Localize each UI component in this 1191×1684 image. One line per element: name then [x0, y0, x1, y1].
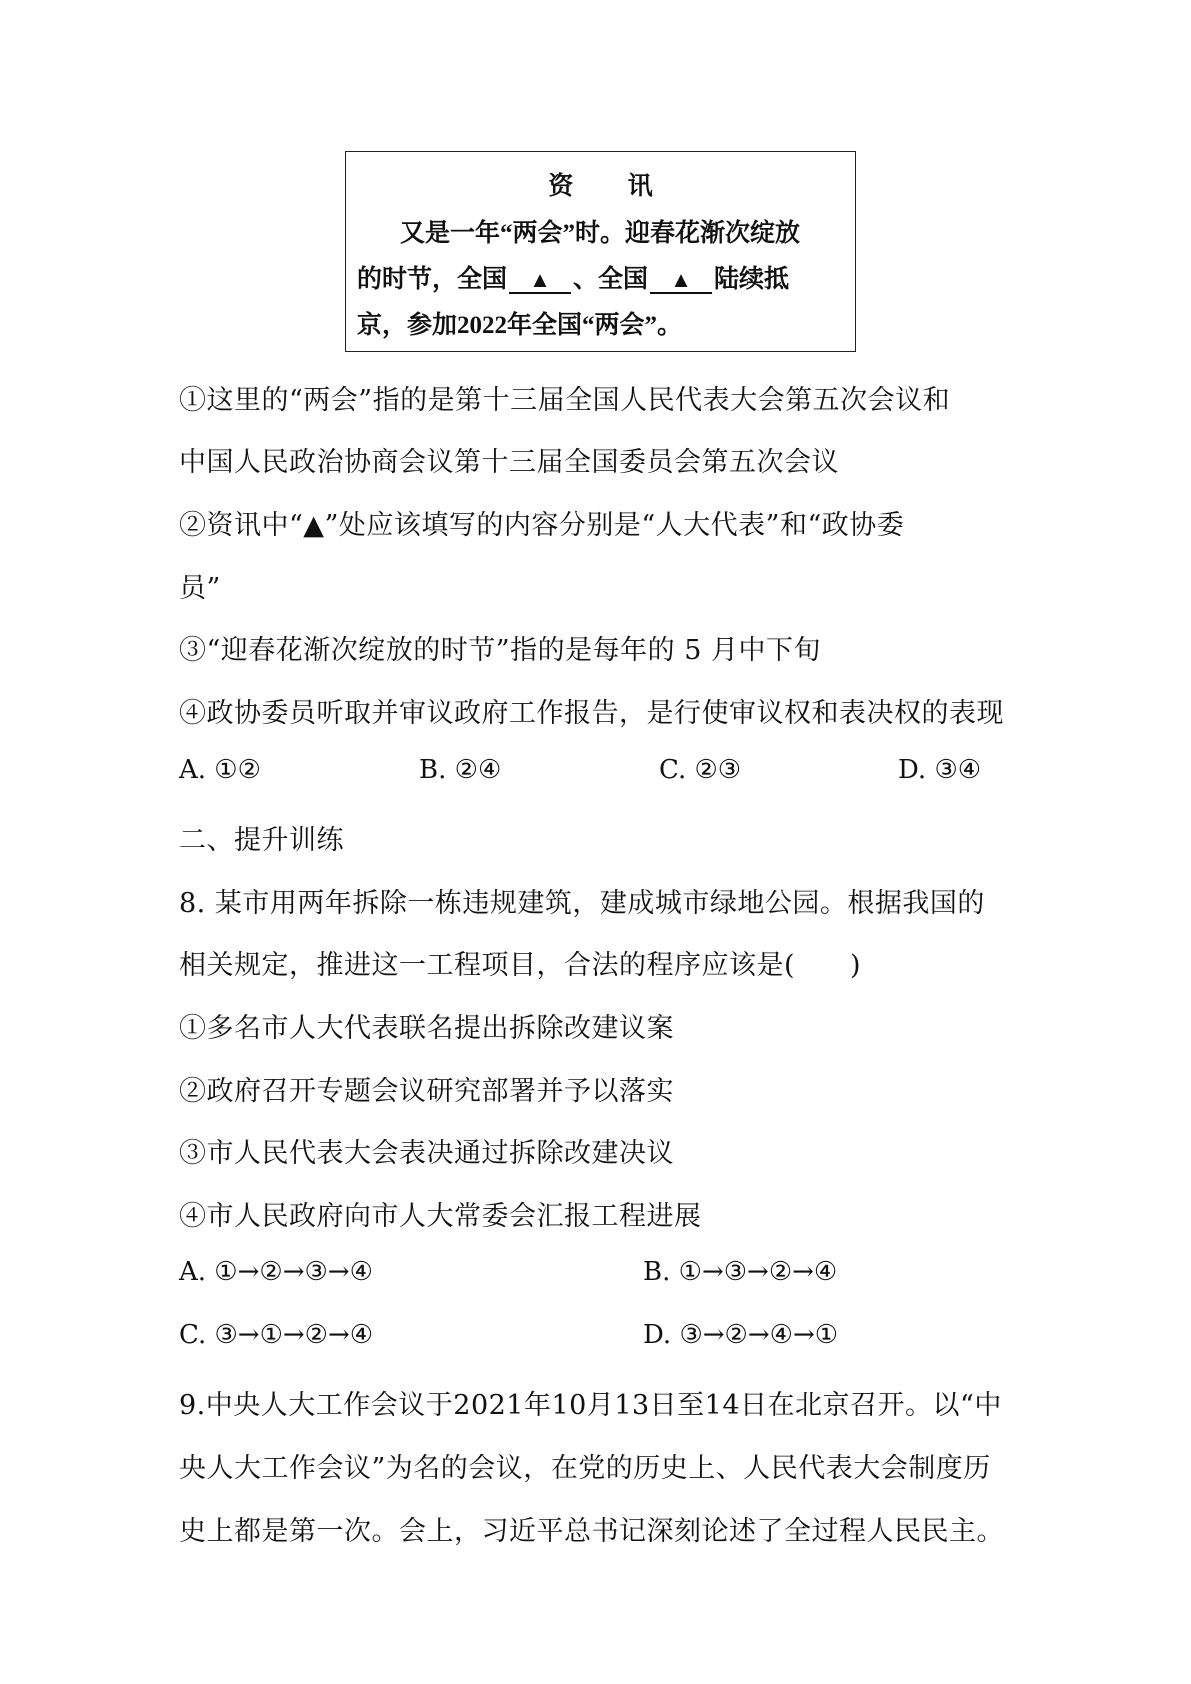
news-box [345, 151, 856, 352]
fill-blank-2 [650, 267, 712, 294]
q7-statement-1-cont: 中国人民政治协商会议第十三届全国委员会第五次会议 [179, 447, 839, 478]
triangle-icon: ▲ [670, 267, 692, 292]
news-box-line-3: 京，参加2022年全国“两会”。 [357, 312, 683, 339]
q8-option-a: A. ①→②→③→④ [179, 1257, 373, 1287]
q8-statement-2: ②政府召开专题会议研究部署并予以落实 [179, 1076, 674, 1107]
news-box-text: 的时节，全国 [357, 266, 508, 293]
q7-option-a: A. ①② [179, 755, 261, 785]
q7-option-d: D. ③④ [898, 755, 982, 785]
q8-stem: 8. 某市用两年拆除一栋违规建筑，建成城市绿地公园。根据我国的 [179, 888, 985, 919]
news-box-text: 、全国 [573, 266, 649, 293]
q7-statement-3: ③“迎春花渐次绽放的时节”指的是每年的 5 月中下旬 [179, 635, 821, 666]
section-heading: 二、提升训练 [179, 825, 344, 856]
fill-blank-1 [509, 267, 571, 294]
news-box-title: 资 讯 [548, 173, 677, 200]
q8-statement-1: ①多名市人大代表联名提出拆除改建议案 [179, 1013, 674, 1044]
q8-statement-3: ③市人民代表大会表决通过拆除改建决议 [179, 1138, 674, 1169]
q7-statement-2: ②资讯中“▲”处应该填写的内容分别是“人大代表”和“政协委 [179, 510, 905, 541]
news-box-line-2 [357, 259, 789, 295]
q8-option-d: D. ③→②→④→① [643, 1320, 839, 1350]
triangle-icon: ▲ [529, 267, 551, 292]
q7-option-b: B. ②④ [419, 755, 502, 785]
q9-line-2: 央人大工作会议”为名的会议，在党的历史上、人民代表大会制度历 [179, 1453, 991, 1484]
q7-statement-4: ④政协委员听取并审议政府工作报告，是行使审议权和表决权的表现 [179, 698, 1004, 729]
q8-option-b: B. ①→③→②→④ [643, 1257, 838, 1287]
q9-line-3: 史上都是第一次。会上，习近平总书记深刻论述了全过程人民民主。 [179, 1516, 1004, 1547]
news-box-text: 陆续抵 [714, 266, 790, 293]
q7-option-c: C. ②③ [659, 755, 742, 785]
news-box-line-1: 又是一年“两会”时。迎春花渐次绽放 [400, 220, 801, 247]
q9-line-1: 9.中央人大工作会议于2021年10月13日至14日在北京召开。以“中 [179, 1390, 1002, 1421]
q8-option-c: C. ③→①→②→④ [179, 1320, 374, 1350]
q7-statement-2-cont: 员” [179, 573, 221, 604]
q8-stem-cont: 相关规定，推进这一工程项目，合法的程序应该是( ) [179, 950, 862, 981]
q8-statement-4: ④市人民政府向市人大常委会汇报工程进展 [179, 1201, 702, 1232]
q7-statement-1: ①这里的“两会”指的是第十三届全国人民代表大会第五次会议和 [179, 385, 951, 416]
